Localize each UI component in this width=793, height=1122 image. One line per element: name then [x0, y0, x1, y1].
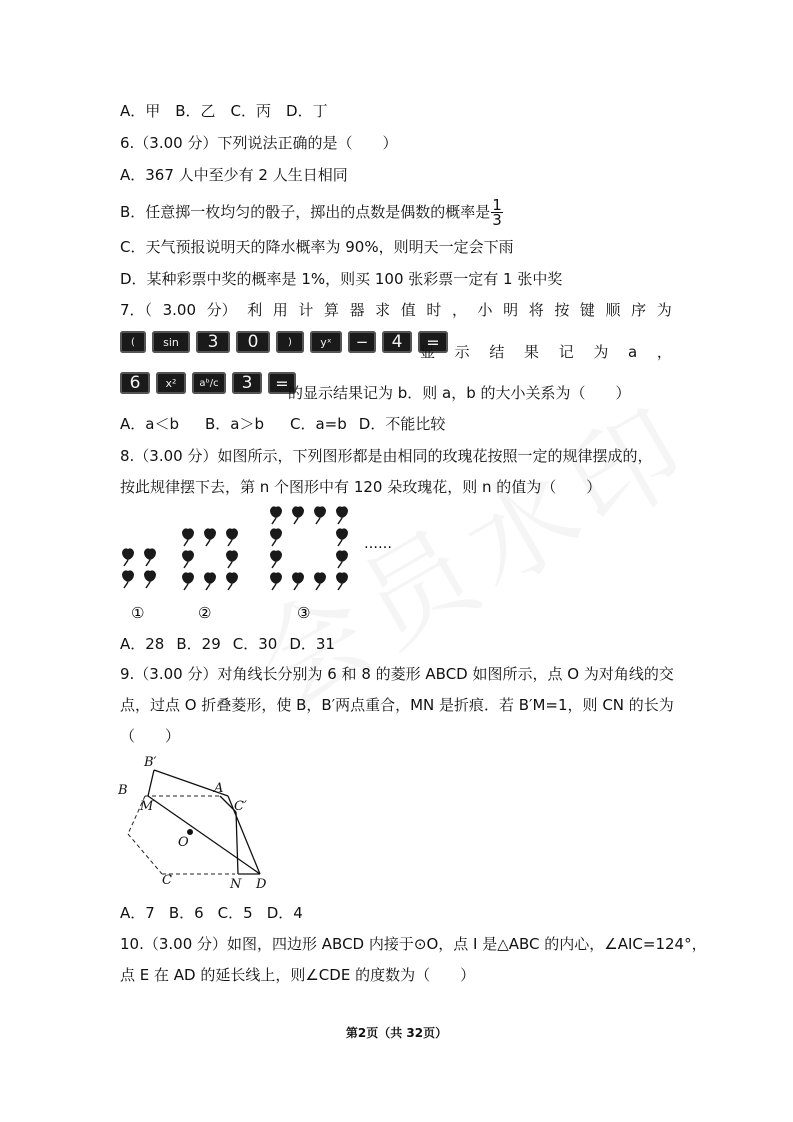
q9-option-d: D．4	[266, 904, 303, 922]
q6-option-b	[120, 198, 503, 227]
label-B-prime: B′	[144, 755, 157, 770]
label-C: C	[162, 873, 172, 888]
q7-stem-char: 7．（	[120, 301, 153, 319]
q5-options: A．甲 B．乙 C．丙 D．丁	[120, 102, 328, 120]
q10-line1: 10.（3.00 分）如图，四边形 ABCD 内接于⊙O，点 I 是△ABC 的内心，∠AIC=124°，	[120, 935, 707, 953]
rose-figure-3	[270, 506, 348, 590]
q8-option-b: B．29	[176, 635, 221, 653]
q7-mid-char: ，	[656, 343, 672, 361]
key-lparen: (	[120, 331, 146, 353]
q7-stem	[120, 300, 672, 320]
q8-option-c: C．30	[232, 635, 278, 653]
q7-stem-char: 为	[656, 301, 672, 319]
page-footer: 第2页（共 32页）	[345, 1026, 448, 1040]
label-O: O	[178, 835, 189, 850]
q7-tail: 的显示结果记为 b．则 a，b 的大小关系为（ ）	[288, 384, 631, 402]
key-equals: =	[418, 331, 448, 353]
key-equals-2: =	[268, 372, 296, 394]
q7-option-d: D．不能比较	[358, 415, 446, 433]
q7-stem-char: 按	[554, 301, 570, 319]
key-fraction: aᵇ/c	[192, 372, 226, 394]
q8-option-d: D．31	[289, 635, 335, 653]
q7-mid-char: 记	[558, 343, 574, 361]
q9-line1: 9.（3.00 分）对角线长分别为 6 和 8 的菱形 ABCD 如图所示，点 O 为对角线的交	[120, 665, 674, 683]
q6-option-b-text: B．任意掷一枚均匀的骰子，掷出的点数是偶数的概率是	[120, 203, 491, 221]
key-6: 6	[120, 372, 150, 394]
q6-option-a: A．367 人中至少有 2 人生日相同	[120, 166, 348, 184]
q7-keyseq-2	[120, 372, 296, 394]
q9-options	[120, 903, 303, 923]
rose-figure-1	[122, 548, 156, 588]
key-3: 3	[196, 331, 230, 353]
q7-keyseq-1	[120, 331, 448, 353]
q7-stem-char: 键	[579, 301, 595, 319]
key-power: yˣ	[310, 331, 342, 353]
fraction	[491, 198, 503, 227]
key-0: 0	[236, 331, 270, 353]
q7-stem-char: 明	[503, 301, 519, 319]
key-minus: −	[348, 331, 376, 353]
q7-stem-char: 时	[426, 301, 442, 319]
q8-label-2: ②	[198, 604, 212, 622]
q6-stem: 6.（3.00 分）下列说法正确的是（ ）	[120, 134, 398, 152]
q7-stem-char: 器	[349, 301, 365, 319]
q6-option-c: C．天气预报说明天的降水概率为 90%，则明天一定会下雨	[120, 238, 514, 256]
key-sin: sin	[152, 331, 190, 353]
q8-rose-figure	[110, 500, 430, 630]
q7-option-a: A．a＜b	[120, 415, 179, 433]
q7-stem-char: 顺	[605, 301, 621, 319]
q7-mid-char: 果	[524, 343, 540, 361]
q9-option-c: C．5	[217, 904, 253, 922]
q7-options	[120, 414, 445, 434]
q7-stem-char: ，	[451, 301, 467, 319]
q7-mid-char: 结	[489, 343, 505, 361]
q9-rhombus-figure	[110, 750, 280, 895]
q7-mid-char: 示	[454, 343, 470, 361]
q8-label-1: ①	[131, 604, 145, 622]
q7-stem-char: 求	[375, 301, 391, 319]
q8-line1: 8.（3.00 分）如图所示，下列图形都是由相同的玫瑰花按照一定的规律摆成的，	[120, 447, 653, 465]
key-3b: 3	[232, 372, 262, 394]
label-A: A	[214, 781, 224, 796]
key-rparen: )	[276, 331, 304, 353]
q7-stem-char: 3.00	[162, 301, 197, 319]
q9-option-b: B．6	[168, 904, 204, 922]
q7-stem-char: 小	[477, 301, 493, 319]
q9-line3: （ ）	[120, 727, 181, 745]
q7-mid-char: 显	[420, 343, 436, 361]
q7-mid-char: a	[628, 343, 638, 361]
q8-ellipsis: ……	[364, 536, 392, 552]
q8-options	[120, 634, 335, 654]
q9-option-a: A．7	[120, 904, 155, 922]
label-D: D	[256, 877, 267, 892]
q9-line2: 点，过点 O 折叠菱形，使 B，B′两点重合，MN 是折痕．若 B′M=1，则 CN 的长为	[120, 696, 674, 714]
q7-mid-char: 为	[593, 343, 609, 361]
q7-stem-char: 将	[528, 301, 544, 319]
q7-stem-char: 利	[247, 301, 263, 319]
q7-stem-char: 用	[272, 301, 288, 319]
key-square: x²	[156, 372, 186, 394]
q7-stem-char: 分）	[206, 301, 237, 319]
q8-line2: 按此规律摆下去，第 n 个图形中有 120 朵玫瑰花，则 n 的值为（ ）	[120, 478, 602, 496]
q7-option-b: B．a＞b	[204, 415, 264, 433]
q10-line2: 点 E 在 AD 的延长线上，则∠CDE 的度数为（ ）	[120, 966, 476, 984]
fraction-denominator: 3	[492, 211, 502, 229]
label-B: B	[118, 783, 128, 798]
q7-stem-char: 计	[298, 301, 314, 319]
label-C-prime: C′	[234, 799, 247, 814]
q6-option-d: D．某种彩票中奖的概率是 1%，则买 100 张彩票一定有 1 张中奖	[120, 270, 563, 288]
q7-stem-char: 算	[323, 301, 339, 319]
key-4: 4	[382, 331, 412, 353]
q7-stem-char: 值	[400, 301, 416, 319]
label-N: N	[230, 877, 242, 892]
rose-figure-2	[182, 528, 238, 590]
q8-option-a: A．28	[120, 635, 165, 653]
q8-label-3: ③	[297, 604, 311, 622]
q7-stem-char: 序	[631, 301, 647, 319]
label-M: M	[140, 799, 154, 814]
fraction-numerator: 1	[492, 196, 502, 214]
q7-option-c: C．a=b	[290, 415, 347, 433]
q7-result-a	[420, 342, 672, 362]
